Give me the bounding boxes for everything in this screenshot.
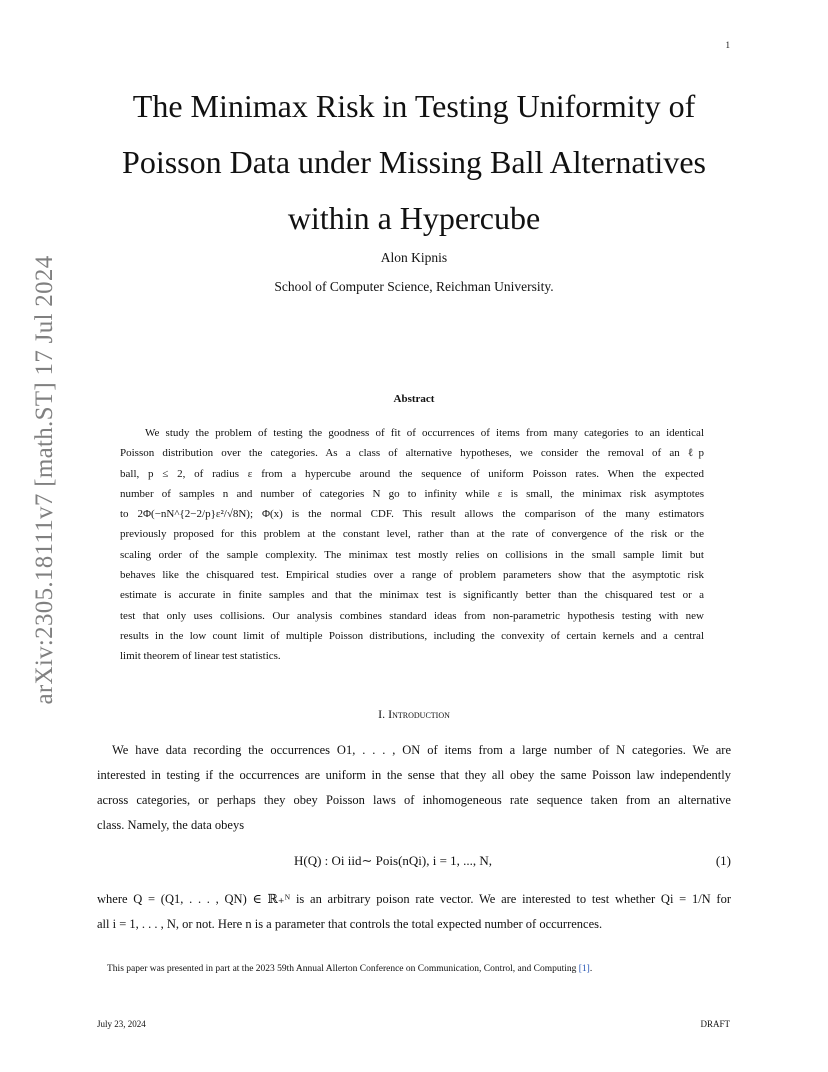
intro-paragraph (97, 738, 731, 838)
equation-expression: H(Q) : Oi iid∼ Pois(nQi), i = 1, ..., N, (294, 853, 493, 868)
section-title: Introduction (388, 707, 450, 721)
paper-title (0, 78, 828, 246)
abstract-line: results in the low count limit of multiple Poisson distributions, including the convexity of certain kernels and a central (120, 629, 704, 642)
abstract-line: scaling order of the sample complexity. The minimax test mostly relies on collisions in the small sample limit but (120, 548, 704, 561)
body-line: We have data recording the occurrences O1, . . . , ON of items from a large number of N categories. We are (112, 743, 731, 757)
abstract-heading: Abstract (393, 393, 435, 405)
abstract-line: test that only uses collisions. Our analysis combines standard ideas from non-parametric hypothesis testing with new (120, 609, 704, 622)
body-line: interested in testing if the occurrences are uniform in the sense that they all obey the same Poisson law independently (97, 768, 731, 782)
abstract-body (120, 423, 704, 667)
arxiv-watermark (26, 255, 64, 705)
footnote (107, 964, 592, 974)
page-number: 1 (725, 40, 730, 50)
body-line: where Q = (Q1, . . . , QN) ∈ ℝ₊ᴺ is an arbitrary poison rate vector. We are interested to test whether Qi = 1/N for (97, 892, 731, 906)
abstract-line: Poisson distribution over the categories. As a class of alternative hypotheses, we consider the removal of an ℓp (120, 447, 704, 460)
citation-link[interactable]: [1] (578, 964, 590, 974)
footnote-text: This paper was presented in part at the 2023 59th Annual Allerton Conference on Communication, Control, and Computing (107, 964, 579, 974)
arxiv-stamp-text: arXiv:2305.18111v7 [math.ST] 17 Jul 2024 (31, 255, 58, 705)
abstract-line: limit theorem of linear test statistics. (120, 650, 281, 663)
equation-1 (97, 850, 731, 876)
footer-date: July 23, 2024 (97, 1019, 146, 1029)
abstract-line: We study the problem of testing the goodness of fit of occurrences of items from many categories to an identical (145, 427, 704, 439)
title-line: within a Hypercube (287, 200, 541, 236)
body-line: class. Namely, the data obeys (97, 818, 245, 832)
body-line: across categories, or perhaps they obey Poisson laws of inhomogeneous rate sequence taken from an alternative (97, 793, 731, 807)
abstract-line: estimate is accurate in finite samples and that the minimax test is significantly better than the chisquared test or a (120, 589, 704, 602)
title-line: Poisson Data under Missing Ball Alternatives (122, 144, 706, 180)
equation-number: (1) (715, 853, 731, 868)
abstract-line: behaves like the chisquared test. Empirical studies over a range of problem parameters show that the asymptotic risk (120, 569, 704, 582)
abstract-line: to 2Φ(−nN^{2−2/p}ε²/√8N); Φ(x) is the normal CDF. This result allows the comparison of the many estimators (120, 508, 704, 521)
section-number: I. (378, 707, 386, 721)
post-equation-paragraph (97, 887, 731, 937)
abstract-line: previously proposed for this problem at the constant level, rather than at the rate of convergence of the risk or the (120, 528, 704, 541)
abstract-line: number of samples n and number of categories N go to infinity while ε is small, the minimax risk asymptotes (120, 487, 704, 500)
footnote-end: . (589, 964, 593, 974)
author-name: Alon Kipnis (380, 250, 448, 265)
title-line: The Minimax Risk in Testing Uniformity of (132, 88, 696, 124)
section-heading (0, 707, 828, 722)
author-affiliation: School of Computer Science, Reichman University. (274, 279, 554, 294)
body-line: all i = 1, . . . , N, or not. Here n is a parameter that controls the total expected number of occurrences. (97, 917, 603, 931)
footer-draft-label: DRAFT (700, 1019, 730, 1029)
abstract-line: ball, p ≤ 2, of radius ε from a hypercube around the sequence of uniform Poisson rates. When the expected (120, 467, 704, 480)
